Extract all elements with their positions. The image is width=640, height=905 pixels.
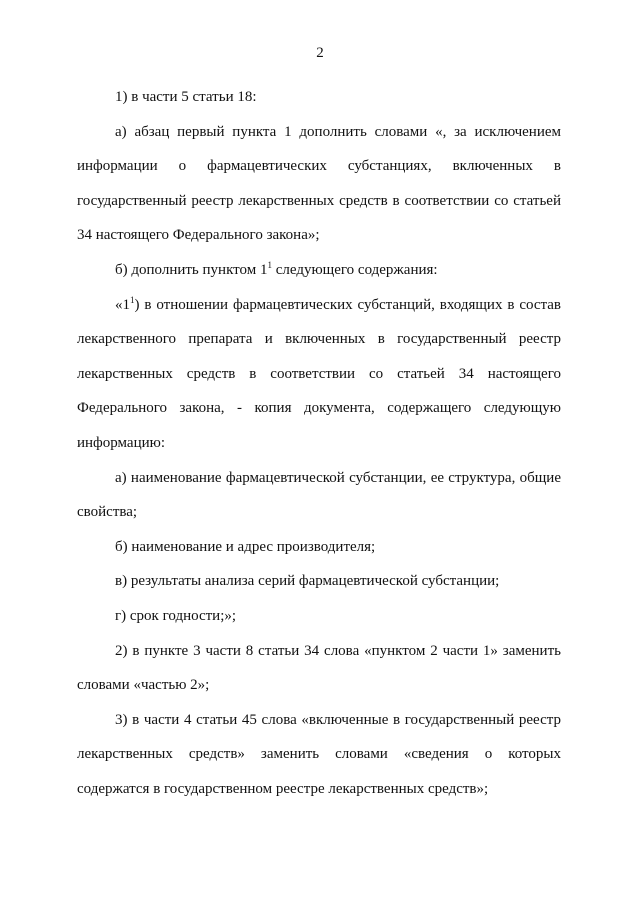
paragraph-4-text-rest: ) в отношении фармацевтических субстанций, входящих в состав лекарственного препарата и включенных в государственный реестр лекарственных средств в соответствии со статьей 34 настоящего Федерального закона, - копия документа, содержащего следующую информацию: [77,296,561,451]
paragraph-4-superscript: 1 [130,294,135,305]
paragraph-1: 1) в части 5 статьи 18: [115,89,257,105]
paragraph-7: в) результаты анализа серий фармацевтической субстанции; [115,573,500,590]
paragraph-4-text-start: «1 [115,296,130,313]
paragraph-8: г) срок годности;»; [115,607,237,624]
paragraph-3 [77,253,561,288]
document-body [77,80,561,806]
page-number: 2 [316,45,324,61]
paragraph-9: 2) в пункте 3 части 8 статьи 34 слова «пунктом 2 части 1» заменить словами «частью 2»; [77,642,561,694]
paragraph-6: б) наименование и адрес производителя; [115,538,376,555]
paragraph-3-text-end: следующего содержания: [271,261,438,278]
paragraph-3-text-start: б) дополнить пунктом 1 [115,261,268,278]
paragraph-4 [77,288,561,461]
paragraph-10: 3) в части 4 статьи 45 слова «включенные в государственный реестр лекарственных средств» заменить словами «сведения о которых содержатся в государственном реестре лекарственных средств»; [77,711,561,797]
paragraph-2: а) абзац первый пункта 1 дополнить словами «, за исключением информации о фармацевтических субстанциях, включенных в государственный реестр лекарственных средств в соответствии со статьей 34 настоящего Федерального закона»; [77,123,561,244]
paragraph-3-superscript: 1 [267,259,272,270]
paragraph-5: а) наименование фармацевтической субстанции, ее структура, общие свойства; [77,469,561,521]
